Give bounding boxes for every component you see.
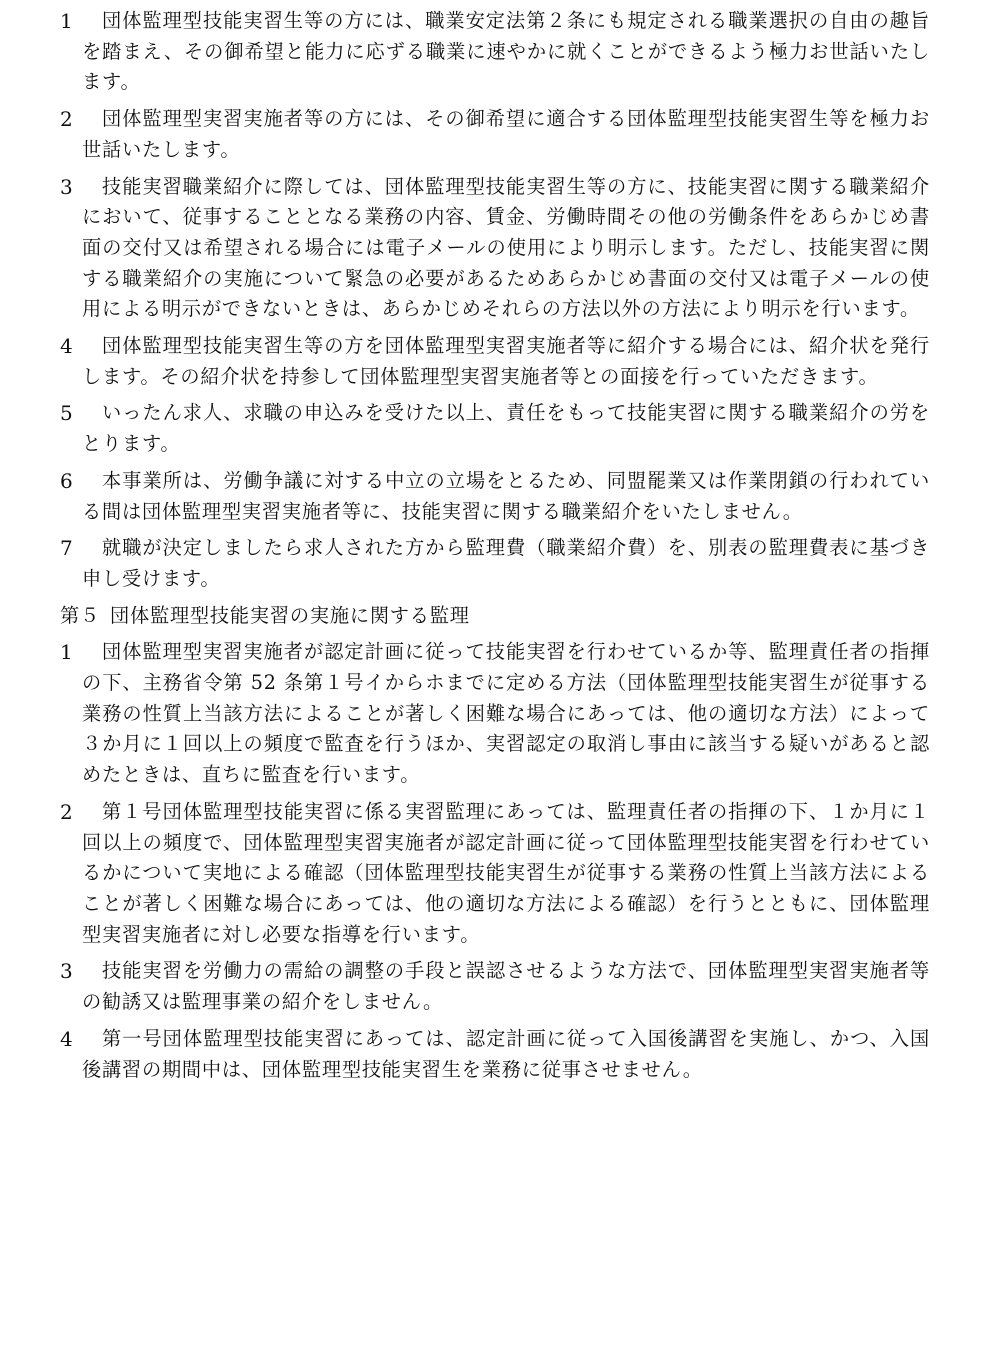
item-number: 6 bbox=[60, 468, 73, 493]
item-number: 1 bbox=[60, 640, 73, 665]
list-item bbox=[60, 797, 930, 951]
item-text: 第１号団体監理型技能実習に係る実習監理にあっては、監理責任者の指揮の下、１か月に１回以上の頻度で、団体監理型実習実施者が認定計画に従って団体監理型技能実習を行わせているかについて実地による確認（団体監理型技能実習生が従事する業務の性質上当該方法によることが著しく困難な場合にあっては、他の適切な方法による確認）を行うとともに、団体監理型実習実施者に対し必要な指導を行います。 bbox=[82, 799, 930, 946]
list-item bbox=[60, 533, 930, 594]
list-item bbox=[60, 637, 930, 791]
list-item bbox=[60, 466, 930, 527]
list-item bbox=[60, 398, 930, 459]
list-item bbox=[60, 956, 930, 1017]
item-number: 1 bbox=[60, 9, 73, 33]
item-text: 団体監理型技能実習生等の方を団体監理型実習実施者等に紹介する場合には、紹介状を発行します。その紹介状を持参して団体監理型実習実施者等との面接を行っていただきます。 bbox=[82, 334, 930, 388]
list-item bbox=[60, 331, 930, 392]
item-text: 技能実習職業紹介に際しては、団体監理型技能実習生等の方に、技能実習に関する職業紹介において、従事することとなる業務の内容、賃金、労働時間その他の労働条件をあらかじめ書面の交付又は希望される場合には電子メールの使用により明示します。ただし、技能実習に関する職業紹介の実施について緊急の必要があるためあらかじめ書面の交付又は電子メールの使用による明示ができないときは、あらかじめそれらの方法以外の方法により明示を行います。 bbox=[82, 174, 930, 321]
item-number: 7 bbox=[60, 536, 73, 561]
item-number: 4 bbox=[60, 1026, 73, 1051]
item-number: 2 bbox=[60, 799, 73, 824]
item-text: 団体監理型技能実習生等の方には、職業安定法第２条にも規定される職業選択の自由の趣旨を踏まえ、その御希望と能力に応ずる職業に速やかに就くことができるよう極力お世話いたします。 bbox=[82, 9, 930, 94]
item-text: 就職が決定しましたら求人された方から監理費（職業紹介費）を、別表の監理費表に基づき申し受けます。 bbox=[82, 536, 930, 590]
item-text: いったん求人、求職の申込みを受けた以上、責任をもって技能実習に関する職業紹介の労をとります。 bbox=[82, 401, 930, 456]
item-text: 団体監理型実習実施者が認定計画に従って技能実習を行わせているか等、監理責任者の指揮の下、主務省令第 52 条第１号イからホまでに定める方法（団体監理型技能実習生が従事する業務の性質上当該方法によることが著しく困難な場合にあっては、他の適切な方法）によって３か月に１回以上の頻度で監査を行うほか、実習認定の取消し事由に該当する疑いがあると認めたときは、直ちに監査を行います。 bbox=[82, 640, 930, 787]
section-heading-number: 第５ bbox=[60, 603, 100, 627]
list-item bbox=[60, 6, 930, 98]
list-item bbox=[60, 1024, 930, 1085]
list-item bbox=[60, 104, 930, 165]
item-number: 3 bbox=[60, 174, 73, 199]
item-number: 3 bbox=[60, 959, 73, 984]
list-item bbox=[60, 172, 930, 326]
item-number: 5 bbox=[60, 401, 73, 426]
item-number: 2 bbox=[60, 107, 73, 132]
section-heading-title: 団体監理型技能実習の実施に関する監理 bbox=[109, 603, 470, 627]
item-text: 本事業所は、労働争議に対する中立の立場をとるため、同盟罷業又は作業閉鎖の行われている間は団体監理型実習実施者等に、技能実習に関する職業紹介をいたしません。 bbox=[82, 468, 930, 523]
section-heading bbox=[60, 601, 930, 632]
item-text: 技能実習を労働力の需給の調整の手段と誤認させるような方法で、団体監理型実習実施者等の勧誘又は監理事業の紹介をしません。 bbox=[82, 959, 930, 1014]
item-text: 第一号団体監理型技能実習にあっては、認定計画に従って入国後講習を実施し、かつ、入国後講習の期間中は、団体監理型技能実習生を業務に従事させません。 bbox=[82, 1026, 930, 1081]
item-number: 4 bbox=[60, 334, 73, 359]
item-text: 団体監理型実習実施者等の方には、その御希望に適合する団体監理型技能実習生等を極力お世話いたします。 bbox=[82, 107, 930, 161]
